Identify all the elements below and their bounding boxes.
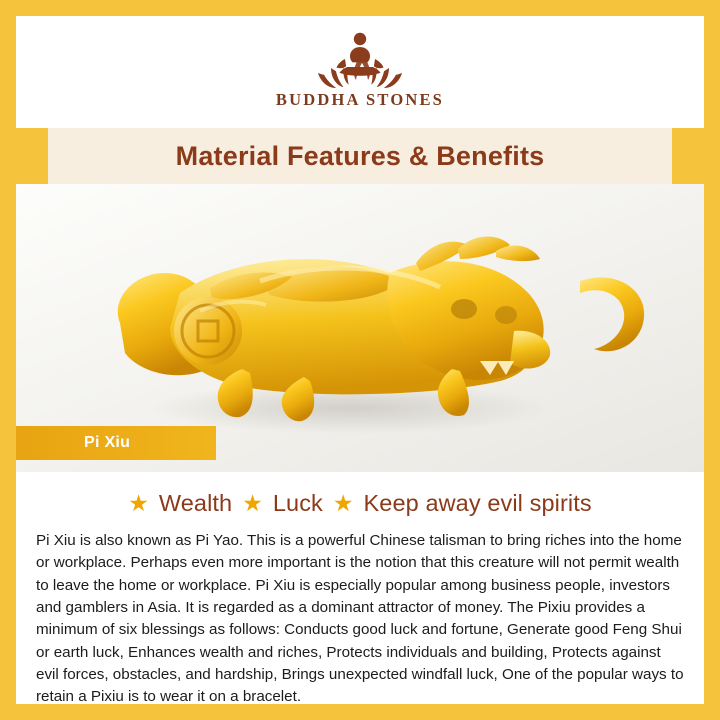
section-title-band [16, 128, 704, 184]
band-side-left [16, 128, 48, 184]
benefit-wealth: Wealth [158, 489, 233, 516]
lotus-meditation-icon [285, 26, 435, 88]
benefits-row [16, 472, 704, 524]
benefit-luck: Luck [272, 489, 323, 516]
star-icon: ★ [128, 489, 149, 516]
star-icon: ★ [242, 489, 263, 516]
poster-inner [16, 16, 704, 704]
description-text: Pi Xiu is also known as Pi Yao. This is a powerful Chinese talisman to bring riches into the home or workplace. Perhaps even more important is the notion that this creature will not permit wealth to leave the home or workplace. Pi Xiu is especially popular among business people, investors and gamblers in Asia. It is regarded as a dominant attractor of money. The Pixiu provides a minimum of six blessings as follows: Conducts good luck and fortune, Generate good Feng Shui or earth luck, Enhances wealth and riches, Protects individuals and building, Protects against evil forces, obstacles, and hardship, Brings unexpected windfall luck, One of the popular ways to retain a Pixiu is to wear it on a bracelet. [36, 532, 684, 704]
brand-header [16, 16, 704, 128]
benefit-evil-spirits: Keep away evil spirits [363, 489, 592, 516]
page-title: Material Features & Benefits [175, 140, 545, 171]
product-caption: Pi Xiu [16, 426, 216, 460]
star-icon: ★ [332, 489, 354, 516]
product-image [16, 184, 704, 472]
brand-name: BUDDHA STONES [275, 90, 445, 109]
band-side-right [672, 128, 704, 184]
gold-pixiu-illustration [60, 203, 660, 453]
